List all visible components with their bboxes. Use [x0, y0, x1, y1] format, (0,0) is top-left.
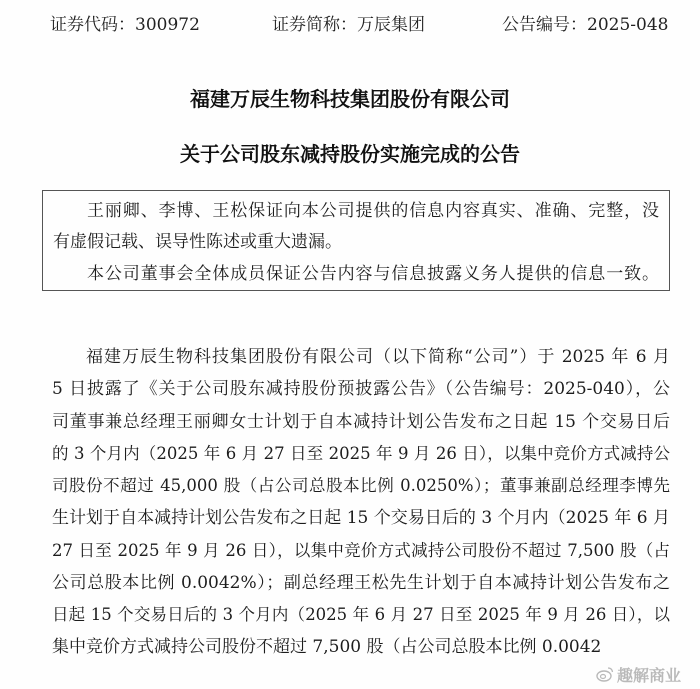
- body-line: 公司总股本比例 0.0042%）；副总经理王松先生计划于自本减持计划公告发布之: [52, 573, 670, 593]
- body-line: 生计划于自本减持计划公告发布之日起 15 个交易日后的 3 个月内（2025 年 6 月: [52, 508, 670, 528]
- watermark-text: 趣解商业: [617, 665, 682, 685]
- watermark: [596, 663, 681, 685]
- stock-code: 证券代码：300972: [50, 15, 200, 35]
- notice-line: 王丽卿、李博、王松保证向本公司提供的信息内容真实、准确、完整，没: [87, 201, 659, 221]
- announcement-number: 公告编号：2025-048: [502, 15, 669, 35]
- body-line: 集中竞价方式减持公司股份不超过 7,500 股（占公司总股本比例 0.0042: [52, 637, 602, 657]
- body-line: 司股份不超过 45,000 股（占公司总股本比例 0.0250%）；董事兼副总经理李博先: [52, 476, 670, 495]
- body-line: 日起 15 个交易日后的 3 个月内（2025 年 6 月 27 日至 2025 年 9 月 26 日），以: [52, 605, 670, 624]
- body-line: 司董事兼总经理王丽卿女士计划于自本减持计划公告发布之日起 15 个交易日后: [52, 412, 670, 432]
- body-line: 5 日披露了《关于公司股东减持股份预披露公告》（公告编号：2025-040），公: [52, 379, 670, 399]
- notice-line: 本公司董事会全体成员保证公告内容与信息披露义务人提供的信息一致。: [87, 264, 659, 284]
- notice-box: [42, 190, 670, 291]
- body-line: 27 日至 2025 年 9 月 26 日），以集中竞价方式减持公司股份不超过 7,500 股（占: [52, 541, 670, 560]
- weibo-icon: [596, 666, 614, 682]
- body-line: 的 3 个月内（2025 年 6 月 27 日至 2025 年 9 月 26 日），以集中竞价方式减持公: [52, 444, 670, 463]
- company-title: 福建万辰生物科技集团股份有限公司: [190, 87, 510, 111]
- stock-abbreviation: 证券简称：万辰集团: [272, 15, 425, 35]
- document-header: [0, 10, 700, 34]
- notice-line: 有虚假记载、误导性陈述或重大遗漏。: [53, 232, 342, 252]
- announcement-title: 关于公司股东减持股份实施完成的公告: [180, 142, 520, 166]
- body-line: 福建万辰生物科技集团股份有限公司（以下简称“公司”）于 2025 年 6 月: [86, 347, 670, 367]
